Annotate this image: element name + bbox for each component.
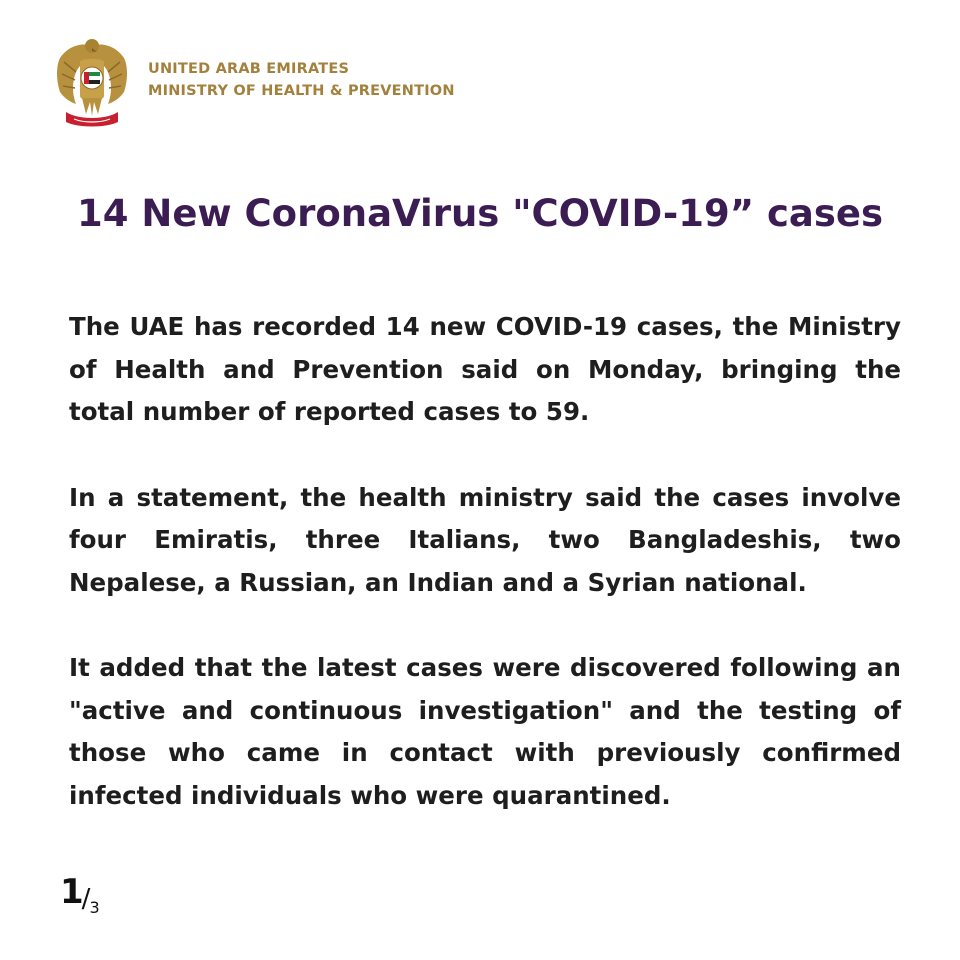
uae-falcon-emblem-icon <box>54 32 130 128</box>
header <box>54 32 455 128</box>
paragraph-1: The UAE has recorded 14 new COVID-19 cases, the Ministry of Health and Prevention said on Monday, bringing the total number of reported cases to 59. <box>69 312 901 426</box>
page-current: 1 <box>60 872 84 912</box>
paragraph-2: In a statement, the health ministry said the cases involve four Emiratis, three Italians, two Bangladeshis, two Nepalese, a Russian, an Indian and a Syrian national. <box>69 482 901 597</box>
header-line-2: MINISTRY OF HEALTH & PREVENTION <box>148 83 455 99</box>
page-total: 3 <box>89 898 100 917</box>
paragraph-3: It added that the latest cases were discovered following an "active and continuous investigation" and the testing of those who came in contact with previously confirmed infected individuals who were quarantined. <box>69 653 901 810</box>
header-line-1: UNITED ARAB EMIRATES <box>148 61 350 77</box>
page-title: 14 New CoronaVirus "COVID-19” cases <box>77 192 883 235</box>
ministry-name <box>148 58 455 102</box>
page-indicator <box>60 872 100 917</box>
page-slash: / <box>81 884 91 914</box>
article-body <box>69 306 901 860</box>
